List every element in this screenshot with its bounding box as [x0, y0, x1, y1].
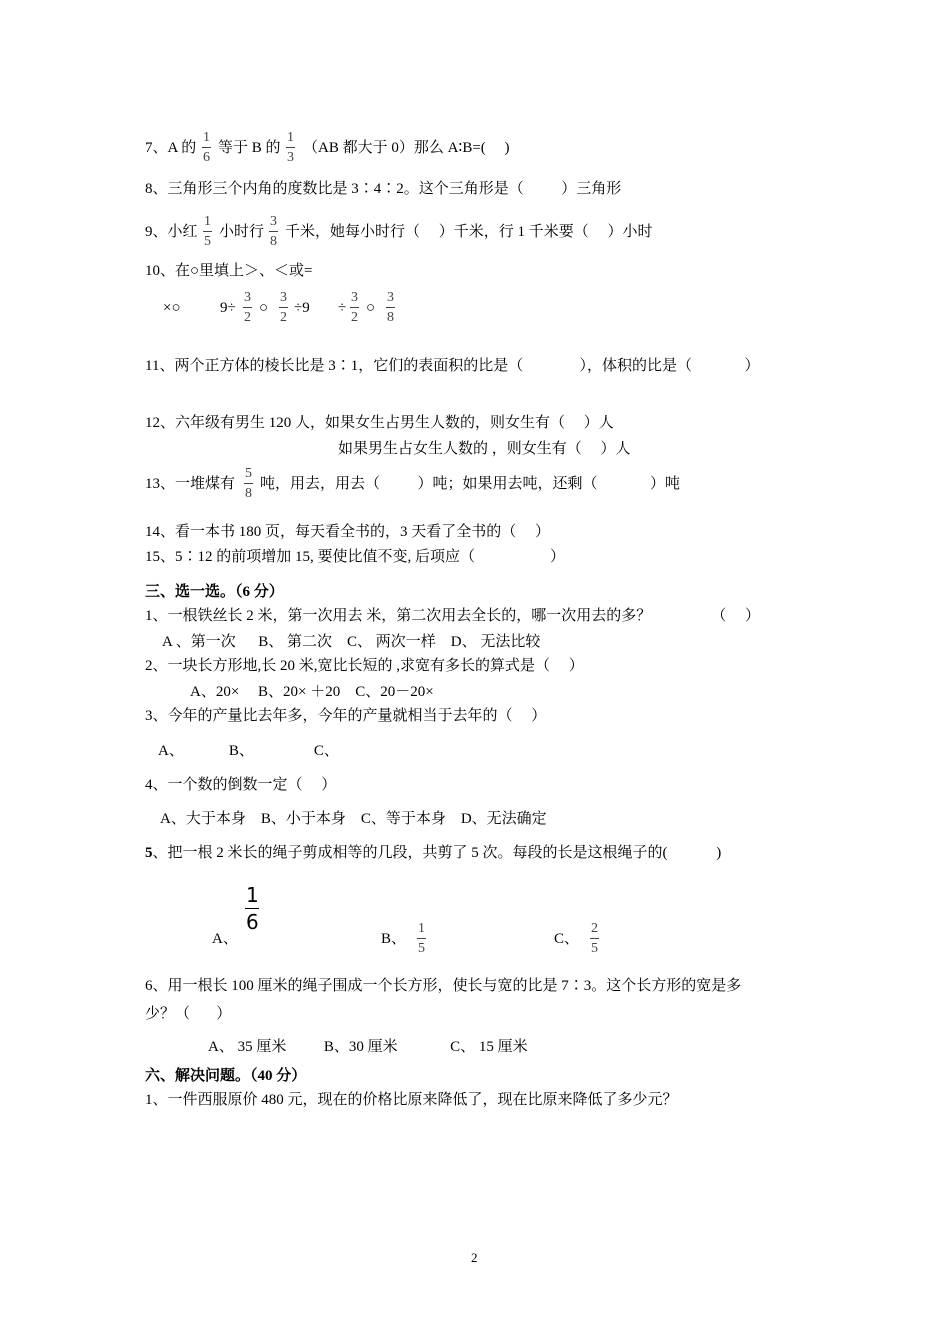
fraction-bar — [202, 147, 211, 148]
choice-3-options: A、 B、 C、 — [158, 743, 339, 759]
fraction-denominator: 5 — [418, 941, 425, 956]
choice-6-question-line-1: 6、用一根长 100 厘米的绳子围成一个长方形，使长与宽的比是 7∶3。这个长方形的宽是多 — [145, 978, 742, 994]
choice-5-number: 5 — [145, 845, 153, 861]
fraction-numerator: 1 — [287, 130, 294, 145]
choice-2-question: 2、一块长方形地,长 20 米,宽比长短的 ,求宽有多长的算式是（ ） — [145, 658, 584, 674]
fraction-q10-3 — [350, 289, 359, 326]
fraction-bar — [386, 307, 395, 308]
choice-6-options: A、 35 厘米 B、30 厘米 C、 15 厘米 — [208, 1039, 528, 1055]
fraction-denominator: 2 — [244, 310, 251, 325]
q10-item-2b: ○ — [259, 300, 269, 316]
fraction-q7-2 — [286, 129, 295, 166]
q7-text-c: （AB 都大于 0）那么 A∶B=( ) — [303, 140, 510, 156]
fraction-denominator: 5 — [591, 941, 598, 956]
fraction-numerator: 3 — [270, 214, 277, 229]
fraction-denominator: 3 — [287, 150, 294, 165]
fraction-numerator: 1 — [203, 130, 210, 145]
fraction-numerator: 2 — [591, 921, 598, 936]
q15-text: 15、5∶12 的前项增加 15, 要使比值不变, 后项应（ ） — [145, 549, 566, 565]
fraction-denominator: 5 — [204, 234, 211, 249]
fraction-denominator: 6 — [203, 150, 210, 165]
q10-item-2a: 9÷ — [220, 300, 236, 316]
page-number: 2 — [471, 1250, 478, 1265]
choice-5-option-c: C、 — [554, 931, 580, 947]
fraction-q9-1 — [203, 213, 212, 250]
q13-text-b: 吨，用去，用去（ ）吨；如果用去吨，还剩（ ）吨 — [260, 476, 681, 492]
fraction-numerator: 3 — [387, 290, 394, 305]
fraction-bar — [286, 147, 295, 148]
fraction-numerator: 1 — [418, 921, 425, 936]
fraction-c5-a — [245, 883, 260, 934]
choice-3-question: 3、今年的产量比去年多，今年的产量就相当于去年的（ ） — [145, 708, 547, 724]
problem-1-text: 1、一件西服原价 480 元，现在的价格比原来降低了，现在比原来降低了多少元？ — [145, 1092, 678, 1108]
q10-item-2c: ÷9 — [294, 300, 310, 316]
q8-text: 8、三角形三个内角的度数比是 3∶4∶2。这个三角形是（ ）三角形 — [145, 181, 622, 197]
fraction-bar — [350, 307, 359, 308]
q10-text: 10、在○里填上＞、＜或= — [145, 263, 313, 279]
choice-1-question: 1、一根铁丝长 2 米，第一次用去 米，第二次用去全长的，哪一次用去的多？ （ ） — [145, 608, 761, 624]
fraction-bar — [245, 908, 259, 909]
q14-text: 14、看一本书 180 页，每天看全书的，3 天看了全书的（ ） — [145, 524, 551, 540]
choice-5-option-a: A、 — [212, 931, 238, 947]
choice-4-question: 4、一个数的倒数一定（ ） — [145, 777, 337, 793]
fraction-denominator: 8 — [245, 486, 252, 501]
fraction-c5-b — [417, 920, 426, 957]
section-6-heading: 六、解决问题。（40 分） — [145, 1068, 307, 1084]
q9-text-a: 9、小红 — [145, 224, 198, 240]
fraction-denominator: 6 — [246, 910, 259, 934]
section-3-heading: 三、选一选。（6 分） — [145, 584, 284, 600]
fraction-bar — [417, 938, 426, 939]
q13-text-a: 13、一堆煤有 — [145, 476, 236, 492]
fraction-bar — [244, 483, 253, 484]
q10-item-1: ×○ — [163, 300, 181, 316]
q7-text-b: 等于 B 的 — [218, 140, 281, 156]
q10-item-3a: ÷ — [338, 300, 347, 316]
q12-text-a: 12、六年级有男生 120 人，如果女生占男生人数的，则女生有（ ）人 — [145, 415, 614, 431]
fraction-q10-2 — [279, 289, 288, 326]
fraction-denominator: 8 — [270, 234, 277, 249]
fraction-numerator: 3 — [351, 290, 358, 305]
fraction-bar — [243, 307, 252, 308]
q9-text-b: 小时行 — [219, 224, 265, 240]
fraction-numerator: 3 — [280, 290, 287, 305]
fraction-bar — [590, 938, 599, 939]
q12-text-b: 如果男生占女生人数的 ，则女生有（ ）人 — [338, 441, 631, 457]
q9-text-c: 千米，她每小时行（ ）千米，行 1 千米要（ ）小时 — [285, 224, 653, 240]
fraction-q10-4 — [386, 289, 395, 326]
choice-5-question — [145, 843, 721, 863]
fraction-denominator: 8 — [387, 310, 394, 325]
fraction-numerator: 3 — [244, 290, 251, 305]
q7-text-a: 7、A 的 — [145, 140, 197, 156]
q10-item-3b: ○ — [366, 300, 376, 316]
fraction-bar — [279, 307, 288, 308]
choice-5-text: 、把一根 2 米长的绳子剪成相等的几段，共剪了 5 次。每段的长是这根绳子的( ) — [152, 845, 722, 861]
fraction-denominator: 2 — [280, 310, 287, 325]
fraction-numerator: 5 — [245, 466, 252, 481]
choice-4-options: A、大于本身 B、小于本身 C、等于本身 D、无法确定 — [160, 811, 547, 827]
choice-1-options: A 、第一次 B、 第二次 C、 两次一样 D、 无法比较 — [162, 634, 541, 650]
choice-2-options: A、20× B、20× ＋20 C、20－20× — [190, 684, 434, 700]
fraction-q13 — [244, 465, 253, 502]
fraction-denominator: 2 — [351, 310, 358, 325]
fraction-q10-1 — [243, 289, 252, 326]
fraction-c5-c — [590, 920, 599, 957]
q11-text: 11、两个正方体的棱长比是 3∶1，它们的表面积的比是（ ），体积的比是（ ） — [145, 358, 760, 374]
choice-6-question-line-2: 少？（ ） — [145, 1006, 232, 1022]
fraction-numerator: 1 — [246, 883, 259, 907]
fraction-numerator: 1 — [204, 214, 211, 229]
fraction-bar — [269, 231, 278, 232]
choice-5-option-b: B、 — [381, 931, 407, 947]
fraction-bar — [203, 231, 212, 232]
fraction-q9-2 — [269, 213, 278, 250]
fraction-q7-1 — [202, 129, 211, 166]
